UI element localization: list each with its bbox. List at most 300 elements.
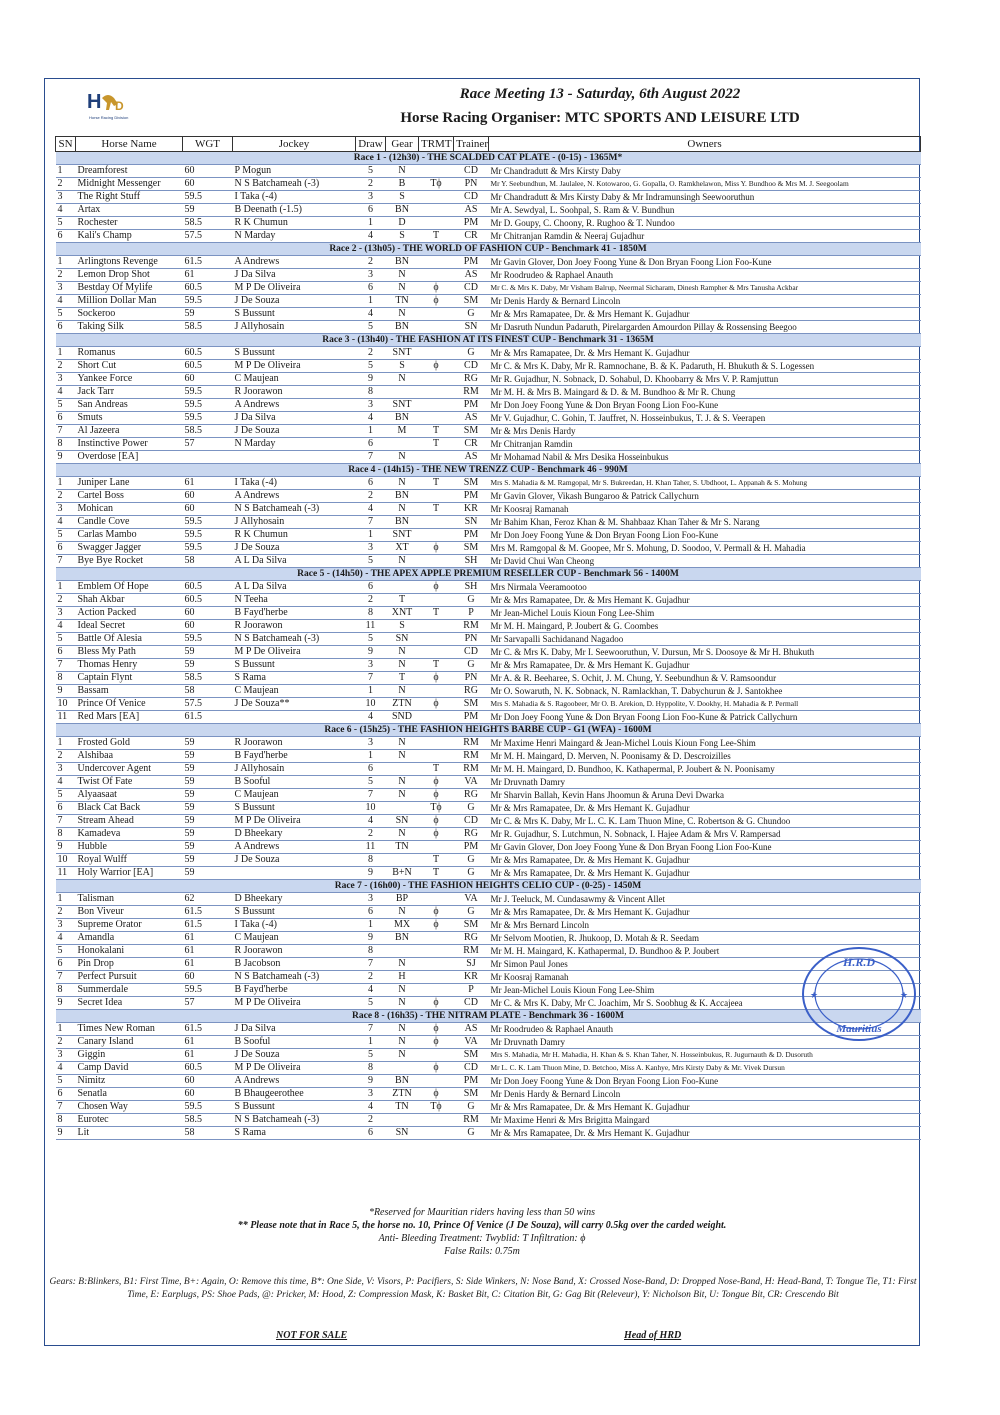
cell-trainer: RG bbox=[454, 828, 489, 841]
table-row bbox=[56, 516, 921, 529]
col-sn: SN bbox=[56, 137, 76, 152]
cell-sn: 10 bbox=[56, 698, 76, 711]
cell-trmt bbox=[419, 451, 454, 464]
cell-gear: N bbox=[386, 646, 419, 659]
cell-trainer: G bbox=[454, 906, 489, 919]
cell-sn: 2 bbox=[56, 490, 76, 503]
cell-gear: N bbox=[386, 1036, 419, 1049]
cell-sn: 1 bbox=[56, 165, 76, 178]
cell-trainer: PM bbox=[454, 217, 489, 230]
cell-wgt: 60.5 bbox=[183, 594, 233, 607]
cell-wgt: 58 bbox=[183, 555, 233, 568]
cell-horse: Bestday Of Mylife bbox=[76, 282, 183, 295]
cell-horse: Black Cat Back bbox=[76, 802, 183, 815]
cell-wgt: 59 bbox=[183, 308, 233, 321]
table-row bbox=[56, 269, 921, 282]
table-row bbox=[56, 1036, 921, 1049]
cell-owners: Mr J. Teeluck, M. Cundasawmy & Vincent Allet bbox=[489, 893, 921, 906]
table-row bbox=[56, 1114, 921, 1127]
cell-sn: 4 bbox=[56, 386, 76, 399]
race-card-body bbox=[56, 152, 921, 1140]
table-row bbox=[56, 893, 921, 906]
cell-gear bbox=[386, 1114, 419, 1127]
cell-horse: Shah Akbar bbox=[76, 594, 183, 607]
cell-gear: SN bbox=[386, 815, 419, 828]
cell-wgt: 59.5 bbox=[183, 191, 233, 204]
cell-owners: Mr M. H. Maingard, K. Kathapermal, D. Bundhoo & P. Joubert bbox=[489, 945, 921, 958]
cell-owners: Mr Maxime Henri Maingard & Jean-Michel Louis Kioun Fong Lee-Shim bbox=[489, 737, 921, 750]
cell-trainer: G bbox=[454, 308, 489, 321]
cell-horse: Emblem Of Hope bbox=[76, 581, 183, 594]
cell-trmt bbox=[419, 633, 454, 646]
table-row bbox=[56, 607, 921, 620]
cell-owners: Mr & Mrs Ramapatee, Dr. & Mrs Hemant K. Gujadhur bbox=[489, 802, 921, 815]
cell-owners: Mr M. H. Maingard, D. Merven, N. Poonisamy & D. Descroizilles bbox=[489, 750, 921, 763]
cell-draw: 3 bbox=[356, 191, 386, 204]
cell-gear: N bbox=[386, 685, 419, 698]
cell-owners: Mr Chitranjan Ramdin bbox=[489, 438, 921, 451]
table-row bbox=[56, 919, 921, 932]
race-title: Race 4 - (14h15) - THE NEW TRENZZ CUP - Benchmark 46 - 990M bbox=[56, 464, 921, 477]
cell-jockey: S Bussunt bbox=[233, 802, 356, 815]
cell-jockey: A Andrews bbox=[233, 256, 356, 269]
cell-gear: SNT bbox=[386, 529, 419, 542]
cell-draw: 4 bbox=[356, 815, 386, 828]
cell-gear bbox=[386, 386, 419, 399]
cell-jockey: I Taka (-4) bbox=[233, 919, 356, 932]
cell-wgt: 58.5 bbox=[183, 217, 233, 230]
cell-gear: S bbox=[386, 230, 419, 243]
cell-sn: 9 bbox=[56, 1127, 76, 1140]
cell-gear: N bbox=[386, 282, 419, 295]
cell-wgt: 59.5 bbox=[183, 633, 233, 646]
svg-text:★: ★ bbox=[810, 991, 819, 1001]
cell-trainer: RM bbox=[454, 750, 489, 763]
col-trmt: TRMT bbox=[419, 137, 454, 152]
cell-trainer: VA bbox=[454, 776, 489, 789]
cell-horse: Twist Of Fate bbox=[76, 776, 183, 789]
cell-jockey: A Andrews bbox=[233, 399, 356, 412]
cell-wgt: 60 bbox=[183, 1075, 233, 1088]
cell-draw: 4 bbox=[356, 1101, 386, 1114]
cell-trainer: RM bbox=[454, 737, 489, 750]
cell-sn: 1 bbox=[56, 1023, 76, 1036]
cell-sn: 1 bbox=[56, 737, 76, 750]
cell-trmt bbox=[419, 1127, 454, 1140]
cell-sn: 9 bbox=[56, 451, 76, 464]
cell-horse: Artax bbox=[76, 204, 183, 217]
cell-owners: Mrs S. Mahadia & S. Ragoobeer, Mr O. B. Arekion, D. Hyppolite, V. Dookhy, H. Mahadia & P. Permall bbox=[489, 698, 921, 711]
table-row bbox=[56, 958, 921, 971]
cell-horse: The Right Stuff bbox=[76, 191, 183, 204]
cell-trmt bbox=[419, 516, 454, 529]
table-row bbox=[56, 321, 921, 334]
cell-sn: 5 bbox=[56, 399, 76, 412]
cell-gear: N bbox=[386, 958, 419, 971]
cell-gear: N bbox=[386, 750, 419, 763]
cell-owners: Mrs S. Mahadia & M. Ramgopal, Mr S. Bukreedan, H. Khan Taher, S. Ubdhoot, L. Appanah & S. Mohung bbox=[489, 477, 921, 490]
cell-gear: BP bbox=[386, 893, 419, 906]
table-row bbox=[56, 217, 921, 230]
cell-gear: MX bbox=[386, 919, 419, 932]
table-row bbox=[56, 412, 921, 425]
cell-trmt bbox=[419, 945, 454, 958]
cell-trainer: CR bbox=[454, 230, 489, 243]
race-title: Race 2 - (13h05) - THE WORLD OF FASHION CUP - Benchmark 41 - 1850M bbox=[56, 243, 921, 256]
cell-owners: Mr C. & Mrs K. Daby, Mr C. Joachim, Mr S. Soobhug & K. Accajeea bbox=[489, 997, 921, 1010]
race-title: Race 3 - (13h40) - THE FASHION AT ITS FINEST CUP - Benchmark 31 - 1365M bbox=[56, 334, 921, 347]
cell-sn: 8 bbox=[56, 1114, 76, 1127]
cell-trainer: RM bbox=[454, 620, 489, 633]
cell-sn: 5 bbox=[56, 529, 76, 542]
cell-horse: Senatla bbox=[76, 1088, 183, 1101]
cell-horse: Hubble bbox=[76, 841, 183, 854]
cell-sn: 3 bbox=[56, 763, 76, 776]
cell-draw: 2 bbox=[356, 828, 386, 841]
cell-gear bbox=[386, 854, 419, 867]
cell-wgt: 57.5 bbox=[183, 698, 233, 711]
race-header bbox=[56, 724, 921, 737]
cell-draw: 4 bbox=[356, 711, 386, 724]
cell-trmt: ϕ bbox=[419, 542, 454, 555]
cell-jockey bbox=[233, 711, 356, 724]
cell-jockey: B Fayd'herbe bbox=[233, 750, 356, 763]
cell-trainer: SM bbox=[454, 1049, 489, 1062]
cell-owners: Mr Bahim Khan, Feroz Khan & M. Shahbaaz Khan Taher & Mr S. Narang bbox=[489, 516, 921, 529]
cell-trmt: Ƭ bbox=[419, 425, 454, 438]
table-row bbox=[56, 711, 921, 724]
cell-sn: 5 bbox=[56, 308, 76, 321]
cell-trmt bbox=[419, 165, 454, 178]
cell-wgt: 59.5 bbox=[183, 529, 233, 542]
cell-gear: BN bbox=[386, 516, 419, 529]
cell-horse: Stream Ahead bbox=[76, 815, 183, 828]
cell-jockey: C Maujean bbox=[233, 685, 356, 698]
cell-trainer: PN bbox=[454, 178, 489, 191]
cell-wgt: 57 bbox=[183, 997, 233, 1010]
cell-wgt: 58.5 bbox=[183, 1114, 233, 1127]
cell-horse: Bon Viveur bbox=[76, 906, 183, 919]
cell-trmt bbox=[419, 594, 454, 607]
cell-trainer: VA bbox=[454, 893, 489, 906]
cell-horse: Yankee Force bbox=[76, 373, 183, 386]
cell-sn: 4 bbox=[56, 620, 76, 633]
table-row bbox=[56, 529, 921, 542]
cell-gear: N bbox=[386, 828, 419, 841]
cell-owners: Mr Don Joey Foong Yune & Don Bryan Foong Lion Foo-Kune & Patrick Callychurn bbox=[489, 711, 921, 724]
cell-horse: Canary Island bbox=[76, 1036, 183, 1049]
cell-draw: 5 bbox=[356, 321, 386, 334]
cell-gear: ZTN bbox=[386, 698, 419, 711]
cell-jockey: J De Souza** bbox=[233, 698, 356, 711]
race-title: Race 6 - (15h25) - THE FASHION HEIGHTS BARBE CUP - G1 (WFA) - 1600M bbox=[56, 724, 921, 737]
cell-owners: Mr & Mrs Ramapatee, Dr. & Mrs Hemant K. Gujadhur bbox=[489, 1127, 921, 1140]
cell-gear: M bbox=[386, 425, 419, 438]
cell-trainer: SM bbox=[454, 542, 489, 555]
cell-jockey: C Maujean bbox=[233, 932, 356, 945]
cell-owners: Mr & Mrs Bernard Lincoln bbox=[489, 919, 921, 932]
cell-sn: 1 bbox=[56, 893, 76, 906]
cell-horse: Lit bbox=[76, 1127, 183, 1140]
cell-horse: Perfect Pursuit bbox=[76, 971, 183, 984]
cell-jockey: J De Souza bbox=[233, 425, 356, 438]
cell-wgt: 59.5 bbox=[183, 412, 233, 425]
cell-draw: 5 bbox=[356, 997, 386, 1010]
cell-draw: 3 bbox=[356, 659, 386, 672]
svg-text:★: ★ bbox=[900, 991, 909, 1001]
cell-gear bbox=[386, 763, 419, 776]
cell-wgt: 59 bbox=[183, 802, 233, 815]
cell-trainer: P bbox=[454, 984, 489, 997]
cell-gear: B+N bbox=[386, 867, 419, 880]
cell-horse: San Andreas bbox=[76, 399, 183, 412]
cell-owners: Mr Don Joey Foong Yune & Don Bryan Foong Lion Foo-Kune bbox=[489, 1075, 921, 1088]
cell-trmt bbox=[419, 737, 454, 750]
cell-trainer: SM bbox=[454, 698, 489, 711]
cell-trainer: G bbox=[454, 854, 489, 867]
cell-owners: Mr & Mrs Ramapatee, Dr. & Mrs Hemant K. Gujadhur bbox=[489, 1101, 921, 1114]
cell-horse: Instinctive Power bbox=[76, 438, 183, 451]
table-row bbox=[56, 750, 921, 763]
cell-jockey: M P De Oliveira bbox=[233, 997, 356, 1010]
table-row bbox=[56, 828, 921, 841]
cell-trainer: G bbox=[454, 594, 489, 607]
cell-trmt bbox=[419, 386, 454, 399]
cell-trainer: SH bbox=[454, 581, 489, 594]
cell-draw: 3 bbox=[356, 737, 386, 750]
cell-trmt bbox=[419, 711, 454, 724]
table-row bbox=[56, 191, 921, 204]
cell-trmt: Ƭϕ bbox=[419, 1101, 454, 1114]
table-row bbox=[56, 763, 921, 776]
cell-draw: 9 bbox=[356, 373, 386, 386]
cell-owners: Mr & Mrs Ramapatee, Dr. & Mrs Hemant K. Gujadhur bbox=[489, 854, 921, 867]
cell-sn: 5 bbox=[56, 633, 76, 646]
cell-wgt: 61.5 bbox=[183, 1023, 233, 1036]
cell-wgt: 59 bbox=[183, 776, 233, 789]
cell-sn: 3 bbox=[56, 1049, 76, 1062]
cell-trmt bbox=[419, 1075, 454, 1088]
table-row bbox=[56, 815, 921, 828]
cell-jockey: J De Souza bbox=[233, 542, 356, 555]
cell-trmt: ϕ bbox=[419, 919, 454, 932]
cell-trmt: Ƭ bbox=[419, 477, 454, 490]
cell-gear: TN bbox=[386, 295, 419, 308]
cell-sn: 6 bbox=[56, 321, 76, 334]
table-row bbox=[56, 373, 921, 386]
treatment-legend: Anti- Bleeding Treatment: Twyblid: Ƭ Infiltration: ϕ bbox=[378, 1233, 586, 1244]
cell-horse: Cartel Boss bbox=[76, 490, 183, 503]
cell-owners: Mr Denis Hardy & Bernard Lincoln bbox=[489, 295, 921, 308]
cell-wgt: 61 bbox=[183, 932, 233, 945]
cell-jockey: A L Da Silva bbox=[233, 581, 356, 594]
cell-trmt bbox=[419, 1049, 454, 1062]
cell-gear: XNT bbox=[386, 607, 419, 620]
cell-draw: 6 bbox=[356, 477, 386, 490]
cell-horse: Bless My Path bbox=[76, 646, 183, 659]
cell-horse: Nimitz bbox=[76, 1075, 183, 1088]
cell-horse: Juniper Lane bbox=[76, 477, 183, 490]
cell-wgt: 59.5 bbox=[183, 542, 233, 555]
cell-horse: Honokalani bbox=[76, 945, 183, 958]
cell-wgt: 60 bbox=[183, 503, 233, 516]
cell-trmt: ϕ bbox=[419, 581, 454, 594]
cell-trainer: G bbox=[454, 347, 489, 360]
cell-trmt bbox=[419, 932, 454, 945]
cell-trainer: SM bbox=[454, 919, 489, 932]
cell-trmt: ϕ bbox=[419, 789, 454, 802]
cell-trainer: G bbox=[454, 802, 489, 815]
cell-trainer: PN bbox=[454, 633, 489, 646]
cell-trmt: ϕ bbox=[419, 997, 454, 1010]
cell-owners: Mr A. Sewdyal, L. Soohpal, S. Ram & V. Bundhun bbox=[489, 204, 921, 217]
cell-horse: Sockeroo bbox=[76, 308, 183, 321]
cell-trainer: CD bbox=[454, 282, 489, 295]
cell-draw: 4 bbox=[356, 308, 386, 321]
cell-horse: Overdose [EA] bbox=[76, 451, 183, 464]
race5-note: ** Please note that in Race 5, the horse no. 10, Prince Of Venice (J De Souza), will carry 0.5kg over the carded weight. bbox=[237, 1220, 727, 1231]
cell-wgt: 59.5 bbox=[183, 295, 233, 308]
race-title: Race 5 - (14h50) - THE APEX APPLE PREMIUM RESELLER CUP - Benchmark 56 - 1400M bbox=[56, 568, 921, 581]
cell-trainer: CR bbox=[454, 438, 489, 451]
cell-trainer: CD bbox=[454, 815, 489, 828]
cell-trainer: PN bbox=[454, 672, 489, 685]
cell-trmt bbox=[419, 373, 454, 386]
table-row bbox=[56, 1127, 921, 1140]
cell-jockey bbox=[233, 451, 356, 464]
cell-owners: Mr Gavin Glover, Don Joey Foong Yune & Don Bryan Foong Lion Foo-Kune bbox=[489, 841, 921, 854]
cell-wgt: 59 bbox=[183, 854, 233, 867]
cell-gear bbox=[386, 1062, 419, 1075]
cell-trainer: PM bbox=[454, 529, 489, 542]
cell-jockey: J De Souza bbox=[233, 295, 356, 308]
cell-owners: Mr C. & Mrs K. Daby, Mr R. Ramnochane, B. & K. Padaruth, H. Bhukuth & S. Logessen bbox=[489, 360, 921, 373]
cell-trainer: SN bbox=[454, 516, 489, 529]
cell-draw: 9 bbox=[356, 932, 386, 945]
cell-jockey: A Andrews bbox=[233, 490, 356, 503]
cell-gear: SN bbox=[386, 633, 419, 646]
cell-trainer: P bbox=[454, 607, 489, 620]
cell-owners: Mr & Mrs Ramapatee, Dr. & Mrs Hemant K. Gujadhur bbox=[489, 659, 921, 672]
cell-owners: Mr Chandradutt & Mrs Kirsty Daby bbox=[489, 165, 921, 178]
table-row bbox=[56, 178, 921, 191]
cell-gear: BN bbox=[386, 256, 419, 269]
cell-gear: BN bbox=[386, 490, 419, 503]
table-row bbox=[56, 165, 921, 178]
cell-horse: Swagger Jagger bbox=[76, 542, 183, 555]
cell-wgt: 60 bbox=[183, 178, 233, 191]
cell-trmt bbox=[419, 958, 454, 971]
cell-draw: 10 bbox=[356, 698, 386, 711]
cell-draw: 2 bbox=[356, 1114, 386, 1127]
cell-owners: Mr Roodrudeo & Raphael Anauth bbox=[489, 1023, 921, 1036]
cell-owners: Mr C. & Mrs K. Daby, Mr Visham Balrup, Neermal Sicharam, Dinesh Rampher & Mrs Tanusha Ackbar bbox=[489, 282, 921, 295]
cell-trainer: VA bbox=[454, 1036, 489, 1049]
cell-horse: Million Dollar Man bbox=[76, 295, 183, 308]
cell-wgt: 60.5 bbox=[183, 347, 233, 360]
svg-text:H: H bbox=[87, 91, 102, 113]
cell-jockey: S Bussunt bbox=[233, 308, 356, 321]
cell-owners: Mr M. H. Maingard, P. Joubert & G. Coombes bbox=[489, 620, 921, 633]
cell-gear: BN bbox=[386, 932, 419, 945]
cell-owners: Mr V. Gujadhur, C. Gohin, T. Jauffret, N. Hosseinbukus, T. J. & S. Veerapen bbox=[489, 412, 921, 425]
cell-draw: 2 bbox=[356, 971, 386, 984]
cell-sn: 4 bbox=[56, 776, 76, 789]
cell-gear bbox=[386, 438, 419, 451]
cell-horse: Secret Idea bbox=[76, 997, 183, 1010]
cell-trmt bbox=[419, 490, 454, 503]
cell-trainer: SN bbox=[454, 321, 489, 334]
cell-trmt: Ƭ bbox=[419, 763, 454, 776]
cell-jockey bbox=[233, 867, 356, 880]
cell-wgt: 61 bbox=[183, 945, 233, 958]
cell-wgt: 59 bbox=[183, 737, 233, 750]
cell-horse: Al Jazeera bbox=[76, 425, 183, 438]
cell-draw: 11 bbox=[356, 841, 386, 854]
cell-draw: 8 bbox=[356, 1062, 386, 1075]
cell-trmt bbox=[419, 685, 454, 698]
cell-trainer: SJ bbox=[454, 958, 489, 971]
cell-sn: 3 bbox=[56, 191, 76, 204]
head-of-hrd-label: Head of HRD bbox=[624, 1330, 682, 1341]
cell-horse: Kamadeva bbox=[76, 828, 183, 841]
cell-owners: Mr & Mrs Ramapatee, Dr. & Mrs Hemant K. Gujadhur bbox=[489, 867, 921, 880]
cell-draw: 3 bbox=[356, 399, 386, 412]
cell-jockey: N S Batchameah (-3) bbox=[233, 1114, 356, 1127]
table-row bbox=[56, 399, 921, 412]
cell-draw: 4 bbox=[356, 503, 386, 516]
cell-jockey: S Bussunt bbox=[233, 906, 356, 919]
cell-owners: Mr Denis Hardy & Bernard Lincoln bbox=[489, 1088, 921, 1101]
table-row bbox=[56, 1101, 921, 1114]
cell-draw: 1 bbox=[356, 1036, 386, 1049]
cell-draw: 7 bbox=[356, 672, 386, 685]
cell-sn: 4 bbox=[56, 516, 76, 529]
cell-trainer: KR bbox=[454, 503, 489, 516]
cell-sn: 3 bbox=[56, 373, 76, 386]
cell-jockey: C Maujean bbox=[233, 373, 356, 386]
hrd-stamp bbox=[800, 944, 918, 1044]
table-row bbox=[56, 555, 921, 568]
cell-jockey: B Jacobson bbox=[233, 958, 356, 971]
cell-horse: Mohican bbox=[76, 503, 183, 516]
cell-owners: Mr Gavin Glover, Don Joey Foong Yune & Don Bryan Foong Lion Foo-Kune bbox=[489, 256, 921, 269]
cell-trainer: SM bbox=[454, 295, 489, 308]
cell-horse: Thomas Henry bbox=[76, 659, 183, 672]
cell-trainer: G bbox=[454, 1101, 489, 1114]
cell-gear: N bbox=[386, 165, 419, 178]
cell-jockey: D Bheekary bbox=[233, 828, 356, 841]
table-row bbox=[56, 854, 921, 867]
cell-sn: 4 bbox=[56, 295, 76, 308]
cell-draw: 1 bbox=[356, 750, 386, 763]
cell-trainer: G bbox=[454, 1127, 489, 1140]
cell-draw: 4 bbox=[356, 412, 386, 425]
cell-horse: Midnight Messenger bbox=[76, 178, 183, 191]
table-row bbox=[56, 802, 921, 815]
cell-draw: 1 bbox=[356, 529, 386, 542]
cell-jockey: J Da Silva bbox=[233, 412, 356, 425]
cell-gear: SNT bbox=[386, 347, 419, 360]
cell-trmt: ϕ bbox=[419, 698, 454, 711]
cell-jockey: N Marday bbox=[233, 438, 356, 451]
cell-trmt: ϕ bbox=[419, 672, 454, 685]
cell-jockey: M P De Oliveira bbox=[233, 1062, 356, 1075]
cell-draw: 4 bbox=[356, 230, 386, 243]
cell-trainer: G bbox=[454, 867, 489, 880]
cell-horse: Jack Tarr bbox=[76, 386, 183, 399]
table-row bbox=[56, 1088, 921, 1101]
